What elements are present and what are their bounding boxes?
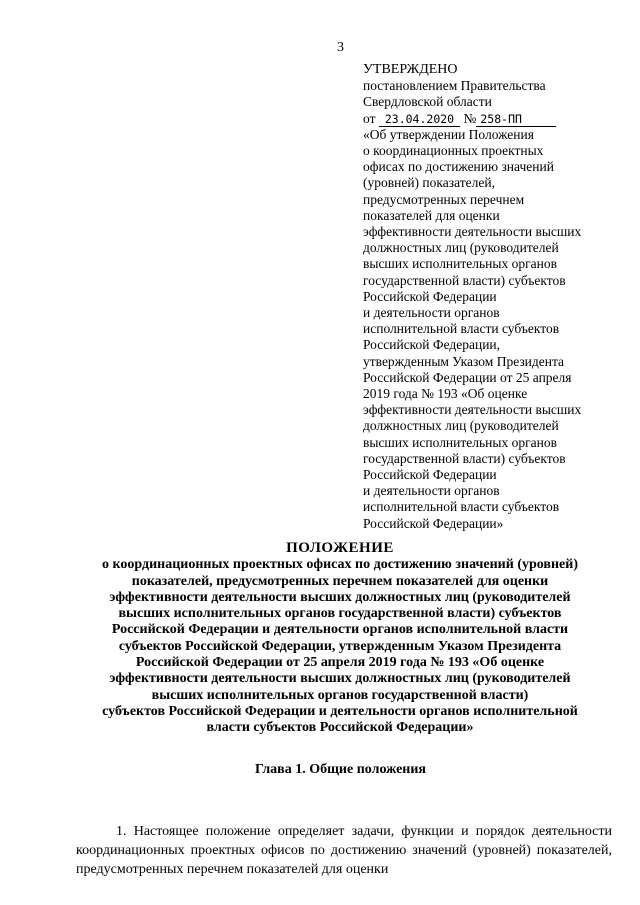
number-prefix: № <box>463 110 477 126</box>
approval-date-number-line <box>363 111 633 127</box>
document-title: ПОЛОЖЕНИЕ <box>286 540 394 556</box>
approval-block <box>363 62 633 532</box>
approval-basis-text: «Об утверждении Положения о координационных проектных офисах по достижению значений (уровней) показателей, предусмотренных перечнем показателей для оценки эффективности деятельности высших должностных лиц (руководителей высших исполнительных органов государственной власти) субъектов Российской Федерации и деятельности органов исполнительной власти субъектов Российской Федерации, утвержденным Указом Президента Российской Федерации от 25 апреля 2019 года № 193 «Об оценке эффективности деятельности высших должностных лиц (руководителей высших исполнительных органов государственной власти) субъектов Российской Федерации и деятельности органов исполнительной власти субъектов Российской Федерации» <box>363 126 582 531</box>
approval-issuer-line-2: Свердловской области <box>363 94 492 110</box>
body-paragraph: 1. Настоящее положение определяет задачи, функции и порядок деятельности координационных проектных офисов по достижению значений (уровней) показателей, предусмотренных перечнем показателей для оценки <box>76 824 612 877</box>
document-title-block <box>70 540 610 737</box>
approval-date: 23.04.2020 <box>379 113 460 127</box>
approval-issuer-line-1: постановлением Правительства <box>363 78 546 94</box>
approval-number: 258-ПП <box>476 113 556 127</box>
date-prefix: от <box>363 110 376 126</box>
page-number: 3 <box>337 40 344 55</box>
approval-heading: УТВЕРЖДЕНО <box>363 62 458 77</box>
chapter-heading: Глава 1. Общие положения <box>254 762 426 777</box>
document-subtitle: о координационных проектных офисах по достижению значений (уровней) показателей, предусмотренных перечнем показателей для оценки эффективности деятельности высших должностных лиц (руководителей высших исполнительных органов государственной власти) субъектов Российской Федерации и деятельности органов исполнительной власти субъектов Российской Федерации, утвержденным Указом Президента Российской Федерации от 25 апреля 2019 года № 193 «Об оценке эффективности деятельности высших должностных лиц (руководителей высших исполнительных органов государственной власти) субъектов Российской Федерации и деятельности органов исполнительной власти субъектов Российской Федерации» <box>102 557 578 736</box>
